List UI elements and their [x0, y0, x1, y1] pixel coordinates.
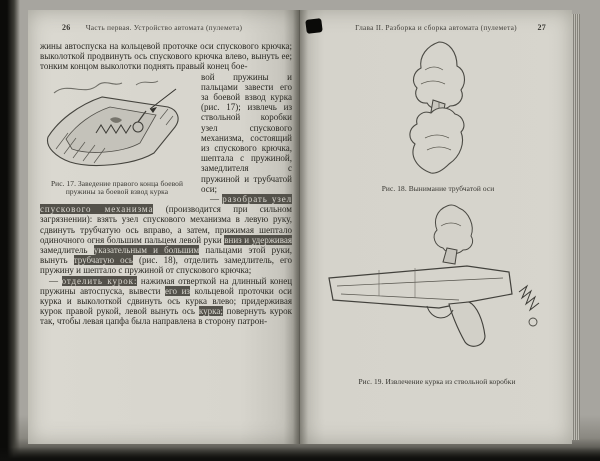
figure-18: [334, 40, 542, 194]
running-header-right: [310, 23, 562, 35]
text-segment: (производится при сильном загрязнении): взять узел спускового механизма в левую руку, сдвинуть трубчатую ось вправо, а затем, прижимая шептало одиночного огня большим пальцем левой руки: [40, 204, 292, 245]
paragraph: [40, 276, 292, 327]
highlighted-text: указательным и большим: [93, 245, 200, 256]
text-segment: нажимая отверткой на длинный конец пружины автоспуска, вывести: [40, 275, 293, 296]
text-segment: кольцевой проточки оси курка и выколоткой сдвинуть ось курка влево; придерживая курок правой рукой, левой вынуть ось: [40, 285, 292, 317]
figure-18-caption: Рис. 18. Вынимание трубчатой оси: [381, 184, 495, 193]
highlighted-text: трубчатую ось: [73, 255, 133, 266]
page-edges: [572, 14, 580, 440]
page-number-left: 26: [62, 23, 71, 32]
right-page: [300, 10, 572, 444]
paragraph: [40, 194, 292, 276]
header-title-right: Глава II. Разборка и сборка автомата (пулемета): [355, 23, 517, 32]
header-title-left: Часть первая. Устройство автомата (пулемета): [85, 23, 243, 32]
figure-17-caption: Рис. 17. Заведение правого конца боевой пружины за боевой взвод курка: [50, 178, 184, 197]
book-edge-left: [0, 0, 20, 461]
text-segment: замедлитель: [40, 245, 94, 256]
highlighted-text: отделить курок:: [61, 275, 138, 286]
left-page: [28, 10, 300, 444]
figure-19-caption: Рис. 19. Извлечение курка из ствольной коробки: [358, 377, 516, 386]
paragraph-intro: жины автоспуска на кольцевой проточке оси спускового крючка; выколоткой продвинуть ось спускового крючка влево, вынуть ее; тонким концом выколотки поднять правый конец бое-: [40, 41, 292, 72]
highlighted-text: курка;: [198, 306, 223, 317]
figure-19-image: [319, 200, 555, 370]
text-segment: (рис. 18), отделить замедлитель, его пружину и шептало с пружиной от спускового крючка;: [40, 255, 292, 276]
highlighted-text: его из: [165, 285, 190, 296]
figure-19: [312, 200, 562, 387]
text-wrap-zone: [40, 72, 292, 327]
book-edge-bottom: [0, 447, 600, 461]
text-segment: —: [210, 194, 223, 205]
figure-17: [40, 75, 194, 197]
paragraph: вой пружины и пальцами завести его за боевой взвод курка (рис. 17); извлечь из ствольной коробки узел спускового механизма, состоящий из спускового крючка, шептала с пружиной, замедлителя с пружиной и трубчатой оси;: [201, 71, 292, 194]
figure-18-image: [353, 40, 523, 175]
left-page-text: [40, 41, 292, 327]
text-segment: пальцами этой руки, вынуть: [40, 245, 293, 266]
page-number-right: 27: [537, 23, 546, 32]
running-header-left: [38, 23, 290, 35]
highlighted-text: вниз и удерживая: [224, 234, 293, 245]
text-segment: повернуть курок так, чтобы левая цапфа была направлена в сторону патрон-: [40, 306, 292, 327]
highlighted-text: разобрать узел спускового механизма: [40, 194, 292, 215]
figure-17-image: [40, 75, 194, 177]
ink-mark: [305, 18, 323, 34]
text-segment: —: [49, 275, 62, 286]
